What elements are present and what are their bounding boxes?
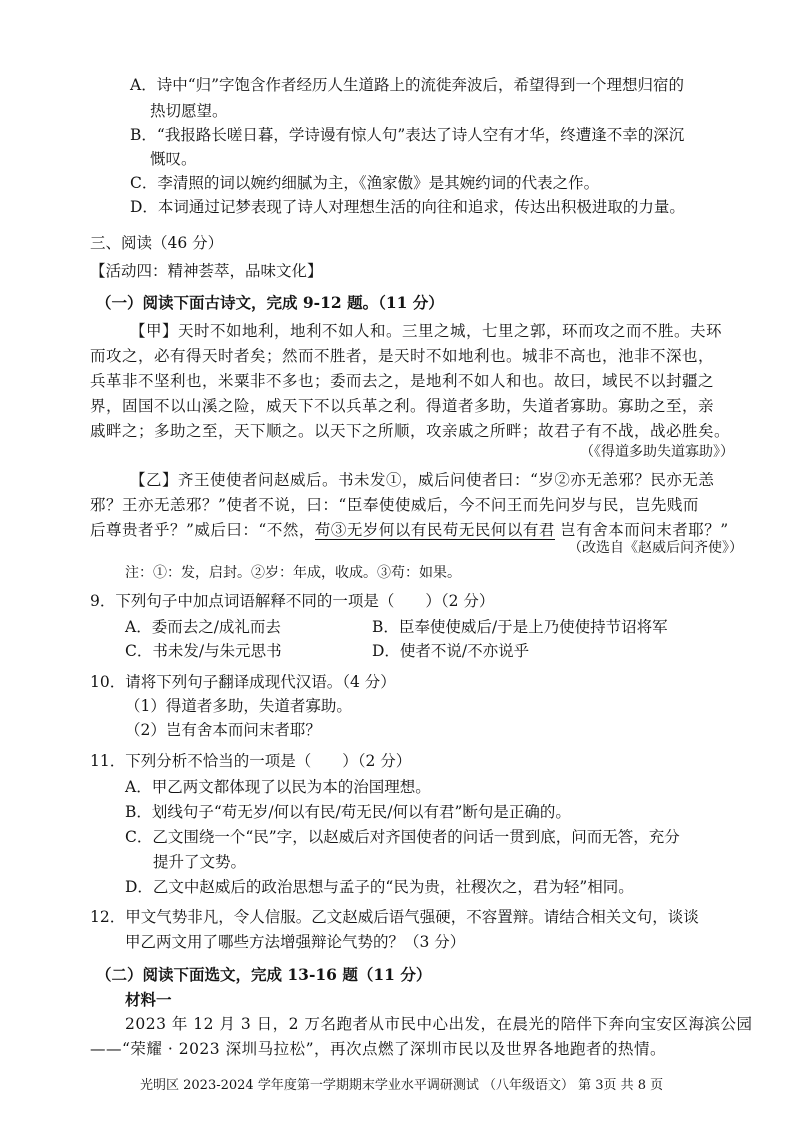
yi-line-1: 【乙】齐王使使者问赵威后。书未发①，威后问使者曰：“岁②亦无恙邪？民亦无恙 xyxy=(130,471,715,489)
q11-option-d: D．乙文中赵威后的政治思想与孟子的“民为贵，社稷次之，君为轻”相同。 xyxy=(125,878,634,896)
q11-option-a: A．甲乙两文都体现了以民为本的治国理想。 xyxy=(125,778,431,796)
q11-option-c-line1: C．乙文围绕一个“民”字，以赵威后对齐国使者的问话一贯到底，问而无答，充分 xyxy=(125,828,680,846)
section-title: 三、阅读（46 分） xyxy=(90,234,224,252)
yi-line-3-start: 后尊贵者乎？”威后曰：“不然， xyxy=(90,521,315,539)
q12-line-1: 12．甲文气势非凡，令人信服。乙文赵威后语气强硬，不容置辩。请结合相关文句，谈谈 xyxy=(90,908,699,926)
q11-option-b: B．划线句子“苟无岁/何以有民/苟无民/何以有君”断句是正确的。 xyxy=(125,803,571,821)
jia-line-3: 兵革非不坚利也，米粟非不多也；委而去之，是地利不如人和也。故曰，域民不以封疆之 xyxy=(90,372,715,390)
jia-line-2: 而攻之，必有得天时者矣；然而不胜者，是天时不如地利也。城非不高也，池非不深也， xyxy=(90,347,715,365)
yi-line-3-end: 岂有舍本而问末者耶？” xyxy=(554,521,729,539)
q11-option-c-line2: 提升了文势。 xyxy=(153,853,247,871)
jia-line-1: 【甲】天时不如地利，地利不如人和。三里之城，七里之郭，环而攻之而不胜。夫环 xyxy=(130,322,723,340)
q8-option-b-line2: 慨叹。 xyxy=(150,150,197,168)
q10-stem: 10．请将下列句子翻译成现代汉语。（4 分） xyxy=(90,673,396,691)
jia-source: （《得道多助失道寡助》） xyxy=(580,444,734,460)
q9-stem: 9．下列句子中加点词语解释不同的一项是（ ）（2 分） xyxy=(90,592,495,610)
part1-title: （一）阅读下面古诗文，完成 9-12 题。（11 分） xyxy=(96,293,444,312)
q8-option-d: D．本词通过记梦表现了诗人对理想生活的向往和追求，传达出积极进取的力量。 xyxy=(130,198,685,216)
q9-option-c: C．书未发/与朱元思书 xyxy=(125,642,282,660)
material-label: 材料一 xyxy=(125,990,172,1009)
q10-sentence-1: （1）得道者多助，失道者寡助。 xyxy=(125,697,352,715)
yi-annotation: 注：①：发，启封。②岁：年成，收成。③苟：如果。 xyxy=(125,565,461,581)
q9-option-b: B．臣奉使使威后/于是上乃使使持节诏将军 xyxy=(372,618,668,636)
q8-option-b-line1: B．“我报路长嗟日暮，学诗谩有惊人句”表达了诗人空有才华，终遭逢不幸的深沉 xyxy=(130,126,685,144)
yi-line-3 xyxy=(90,521,729,540)
underlined-sentence: 苟③无岁何以有民苟无民何以有君 xyxy=(314,521,555,539)
yi-source: （改选自《赵威后问齐使》） xyxy=(568,540,743,556)
activity-title: 【活动四：精神荟萃，品味文化】 xyxy=(90,262,323,280)
material-paragraph-line2: ——“荣耀 · 2023 深圳马拉松”，再次点燃了深圳市民以及世界各地跑者的热情。 xyxy=(90,1040,667,1058)
q8-option-a-line2: 热切愿望。 xyxy=(150,102,228,120)
q10-sentence-2: （2）岂有舍本而问末者耶？ xyxy=(125,721,321,739)
q8-option-c: C．李清照的词以婉约细腻为主，《渔家傲》是其婉约词的代表之作。 xyxy=(130,174,600,192)
jia-line-5: 戚畔之；多助之至，天下顺之。以天下之所顺，攻亲戚之所畔；故君子有不战，战必胜矣。 xyxy=(90,422,731,440)
page-footer: 光明区 2023-2024 学年度第一学期期末学业水平调研测试 （八年级语文） 第 3页 共 8 页 xyxy=(140,1078,664,1093)
part2-title: （二）阅读下面选文，完成 13-16 题（11 分） xyxy=(96,965,432,984)
yi-line-2: 邪？王亦无恙邪？”使者不说，曰：“臣奉使使威后，今不问王而先问岁与民，岂先贱而 xyxy=(90,496,699,514)
jia-line-4: 界，固国不以山溪之险，威天下不以兵革之利。得道者多助，失道者寡助。寡助之至，亲 xyxy=(90,397,715,415)
q9-option-d: D．使者不说/不亦说乎 xyxy=(372,642,530,660)
q11-stem: 11．下列分析不恰当的一项是（ ）（2 分） xyxy=(90,752,412,770)
q9-option-a: A．委而去之/成礼而去 xyxy=(125,618,281,636)
material-paragraph-line1: 2023 年 12 月 3 日，2 万名跑者从市民中心出发，在晨光的陪伴下奔向宝安区海滨公园 xyxy=(125,1015,753,1033)
q12-line-2: 甲乙两文用了哪些方法增强辩论气势的？（3 分） xyxy=(125,933,466,951)
q8-option-a-line1: A．诗中“归”字饱含作者经历人生道路上的流徙奔波后，希望得到一个理想归宿的 xyxy=(130,76,685,94)
